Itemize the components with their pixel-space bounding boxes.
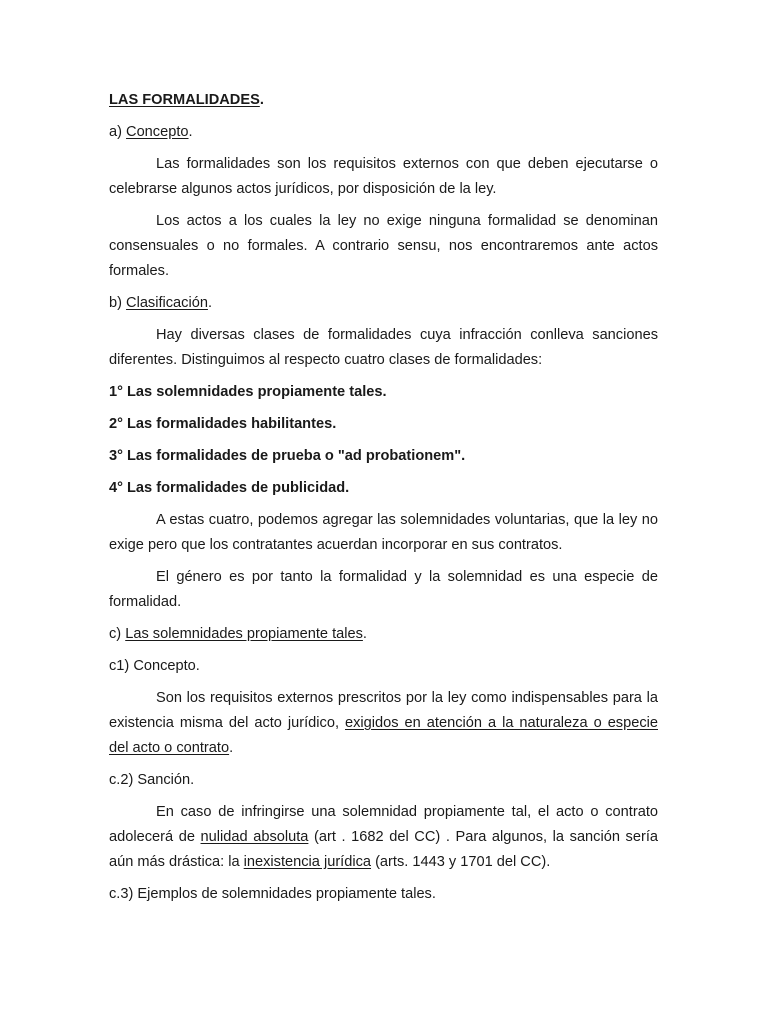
document-page <box>109 88 658 914</box>
concepto-text: Son los requisitos externos prescritos por la ley como indispensables para la existencia misma del acto jurídico, <box>109 690 658 731</box>
paragraph-genero-especie: El género es por tanto la formalidad y la solemnidad es una especie de formalidad. <box>109 569 658 610</box>
sancion-text-2: (art . 1682 del CC) . Para algunos, la sanción sería aún más drástica: la <box>109 829 658 870</box>
section-b-heading <box>109 291 658 316</box>
paragraph-sancion <box>109 800 658 875</box>
paragraph-solemnidades-concepto <box>109 686 658 761</box>
paragraph-consensuales: Los actos a los cuales la ley no exige ninguna formalidad se denominan consensuales o no formales. A contrario sensu, nos encontraremos ante actos formales. <box>109 213 658 279</box>
title-suffix: . <box>259 92 264 108</box>
nulidad-absoluta-term: nulidad absoluta <box>200 829 309 845</box>
sancion-text-1: En caso de infringirse una solemnidad propiamente tal, el acto o contrato adolecerá de <box>109 804 658 845</box>
subsection-c2-heading: c.2) Sanción. <box>109 772 195 788</box>
subsection-c3-heading: c.3) Ejemplos de solemnidades propiamente tales. <box>109 886 436 902</box>
section-c-heading <box>109 622 658 647</box>
section-b-prefix: b) <box>109 295 127 311</box>
inexistencia-juridica-term: inexistencia jurídica <box>243 854 372 870</box>
class-item-3: 3° Las formalidades de prueba o "ad probationem". <box>109 448 466 464</box>
section-a-title: Concepto <box>126 124 189 140</box>
section-c-prefix: c) <box>109 626 126 642</box>
section-a-prefix: a) <box>109 124 127 140</box>
section-b-suffix: . <box>207 295 213 311</box>
subsection-c1-heading: c1) Concepto. <box>109 658 200 674</box>
concepto-suffix: . <box>229 740 234 756</box>
paragraph-solemnidades-voluntarias: A estas cuatro, podemos agregar las solemnidades voluntarias, que la ley no exige pero que los contratantes acuerdan incorporar en sus contratos. <box>109 512 658 553</box>
section-a-heading <box>109 120 658 145</box>
concepto-underlined: exigidos en atención a la naturaleza o especie del acto o contrato <box>109 715 658 756</box>
paragraph-formalidades-definition: Las formalidades son los requisitos externos con que deben ejecutarse o celebrarse algunos actos jurídicos, por disposición de la ley. <box>109 156 658 197</box>
section-b-title: Clasificación <box>126 295 208 311</box>
class-item-4: 4° Las formalidades de publicidad. <box>109 480 350 496</box>
document-title <box>109 88 658 113</box>
section-a-suffix: . <box>188 124 193 140</box>
paragraph-clases: Hay diversas clases de formalidades cuya infracción conlleva sanciones diferentes. Distinguimos al respecto cuatro clases de formalidades: <box>109 327 658 368</box>
section-c-title: Las solemnidades propiamente tales <box>125 626 363 642</box>
sancion-text-3: (arts. 1443 y 1701 del CC). <box>371 854 551 870</box>
class-item-1: 1° Las solemnidades propiamente tales. <box>109 384 387 400</box>
class-item-2: 2° Las formalidades habilitantes. <box>109 416 337 432</box>
title-text: LAS FORMALIDADES <box>109 92 260 108</box>
section-c-suffix: . <box>362 626 367 642</box>
